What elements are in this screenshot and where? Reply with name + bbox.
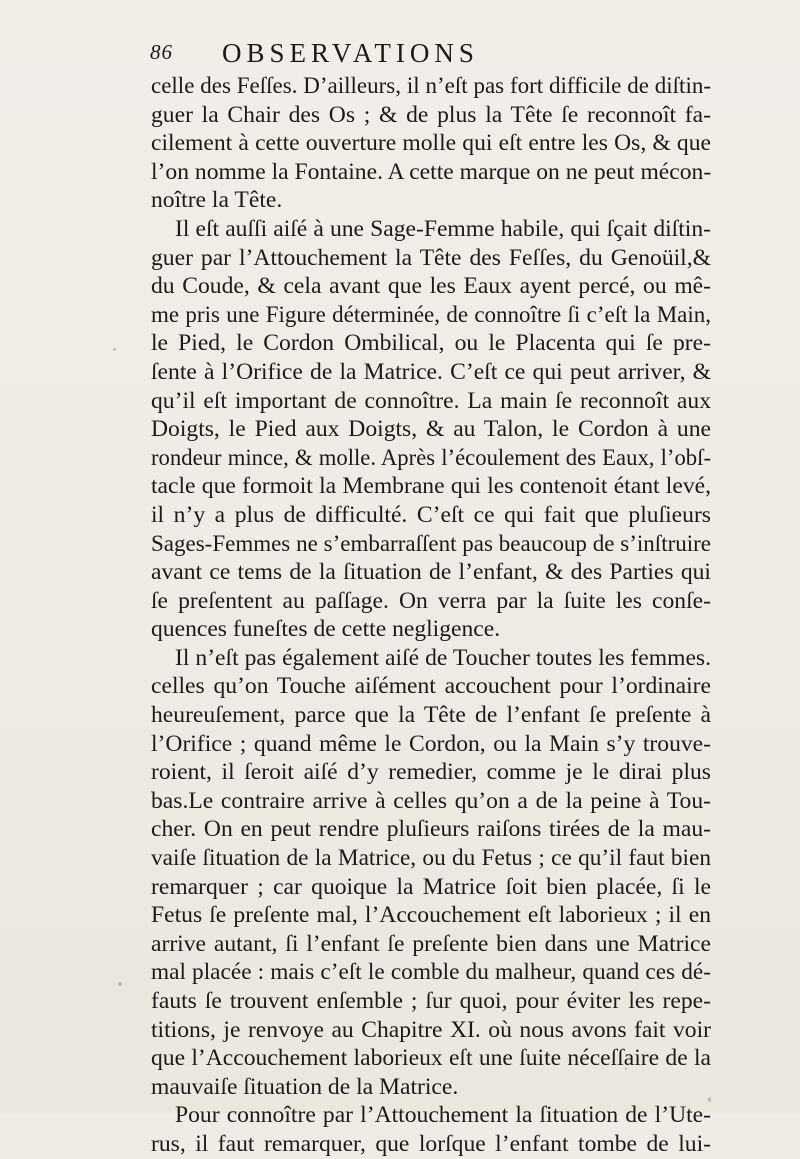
text-line: cilement à cette ouverture molle qui eſt entre les Os, & que — [151, 130, 711, 157]
text-line: Fetus ſe preſente mal, l’Accouchement eſt laborieux ; il en — [151, 902, 711, 929]
text-line: Il n’eſt pas également aiſé de Toucher toutes les femmes. — [175, 644, 711, 671]
text-line: Il eſt auſſi aiſé à une Sage-Femme habile, qui ſçait diſtin- — [175, 215, 711, 242]
text-line: guer par l’Attouchement la Tête des Feſſes, du Genoüil,& — [151, 244, 711, 271]
text-line: ſe preſentent au paſſage. On verra par la ſuite les conſe- — [151, 587, 711, 614]
text-line: mauvaiſe ſituation de la Matrice. — [151, 1073, 459, 1100]
paper-speck — [625, 1067, 627, 1070]
text-line: avant ce tems de la ſituation de l’enfant, & des Parties qui — [151, 559, 711, 586]
text-line: rondeur mince, & molle. Après l’écoulement des Eaux, l’obſ- — [151, 444, 711, 470]
text-line: qu’il eſt important de connoître. La main ſe reconnoît aux — [151, 387, 711, 414]
text-line: fauts ſe trouvent enſemble ; ſur quoi, pour éviter les repe- — [151, 988, 711, 1014]
paper-speck — [708, 1097, 711, 1102]
text-line: mal placée : mais c’eſt le comble du malheur, quand ces dé- — [151, 959, 711, 986]
text-line: titions, je renvoye au Chapitre XI. où nous avons fait voir — [151, 1016, 711, 1043]
paper-speck — [118, 982, 122, 986]
text-line: Sages-Femmes ne s’embarraſſent pas beaucoup de s’inſtruire — [151, 530, 711, 556]
running-title: OBSERVATIONS — [222, 38, 479, 68]
page-number: 86 — [150, 40, 173, 64]
text-line: il n’y a plus de difficulté. C’eſt ce qui fait que pluſieurs — [151, 501, 711, 528]
text-line: le Pied, le Cordon Ombilical, ou le Placenta qui ſe pre- — [151, 330, 711, 357]
text-line: roient, il ſeroit aiſé d’y remedier, comme je le dirai plus — [151, 759, 711, 786]
text-line: guer la Chair des Os ; & de plus la Tête ſe reconnoît fa- — [151, 101, 711, 128]
text-line: me pris une Figure déterminée, de connoître ſi c’eſt la Main, — [151, 301, 711, 327]
text-line: ſente à l’Orifice de la Matrice. C’eſt ce qui peut arriver, & — [151, 358, 711, 385]
text-line: heureuſement, parce que la Tête de l’enfant ſe preſente à — [151, 702, 711, 729]
text-line: rus, il faut remarquer, que lorſque l’enfant tombe de lui- — [151, 1130, 711, 1157]
text-line: bas.Le contraire arrive à celles qu’on a de la peine à Tou- — [151, 787, 711, 814]
text-line: tacle que formoit la Membrane qui les contenoit étant levé, — [151, 473, 711, 500]
text-line: remarquer ; car quoique la Matrice ſoit bien placée, ſi le — [151, 873, 711, 900]
text-line: vaiſe ſituation de la Matrice, ou du Fetus ; ce qu’il faut bien — [151, 845, 711, 872]
text-line: du Coude, & cela avant que les Eaux ayent percé, ou mê- — [151, 273, 711, 300]
text-line: Pour connoître par l’Attouchement la ſituation de l’Ute- — [175, 1102, 711, 1129]
text-line: arrive autant, ſi l’enfant ſe preſente bien dans une Matrice — [151, 930, 711, 957]
text-line: l’on nomme la Fontaine. A cette marque on ne peut mécon- — [151, 158, 711, 185]
text-line: Doigts, le Pied aux Doigts, & au Talon, le Cordon à une — [151, 416, 711, 443]
text-line: cher. On en peut rendre pluſieurs raiſons tirées de la mau- — [151, 816, 711, 843]
text-line: que l’Accouchement laborieux eſt une ſuite néceſſaire de la — [151, 1045, 711, 1072]
text-line: celles qu’on Touche aiſément accouchent pour l’ordinaire — [151, 673, 711, 700]
text-line: celle des Feſſes. D’ailleurs, il n’eſt pas fort difficile de diſtin- — [151, 73, 711, 98]
page-header — [150, 38, 710, 74]
text-line: l’Orifice ; quand même le Cordon, ou la Main s’y trouve- — [151, 730, 711, 757]
paper-speck — [113, 348, 116, 351]
body-text — [151, 72, 711, 1159]
text-line: quences funeſtes de cette negligence. — [151, 616, 501, 643]
text-line: noître la Tête. — [151, 187, 283, 214]
